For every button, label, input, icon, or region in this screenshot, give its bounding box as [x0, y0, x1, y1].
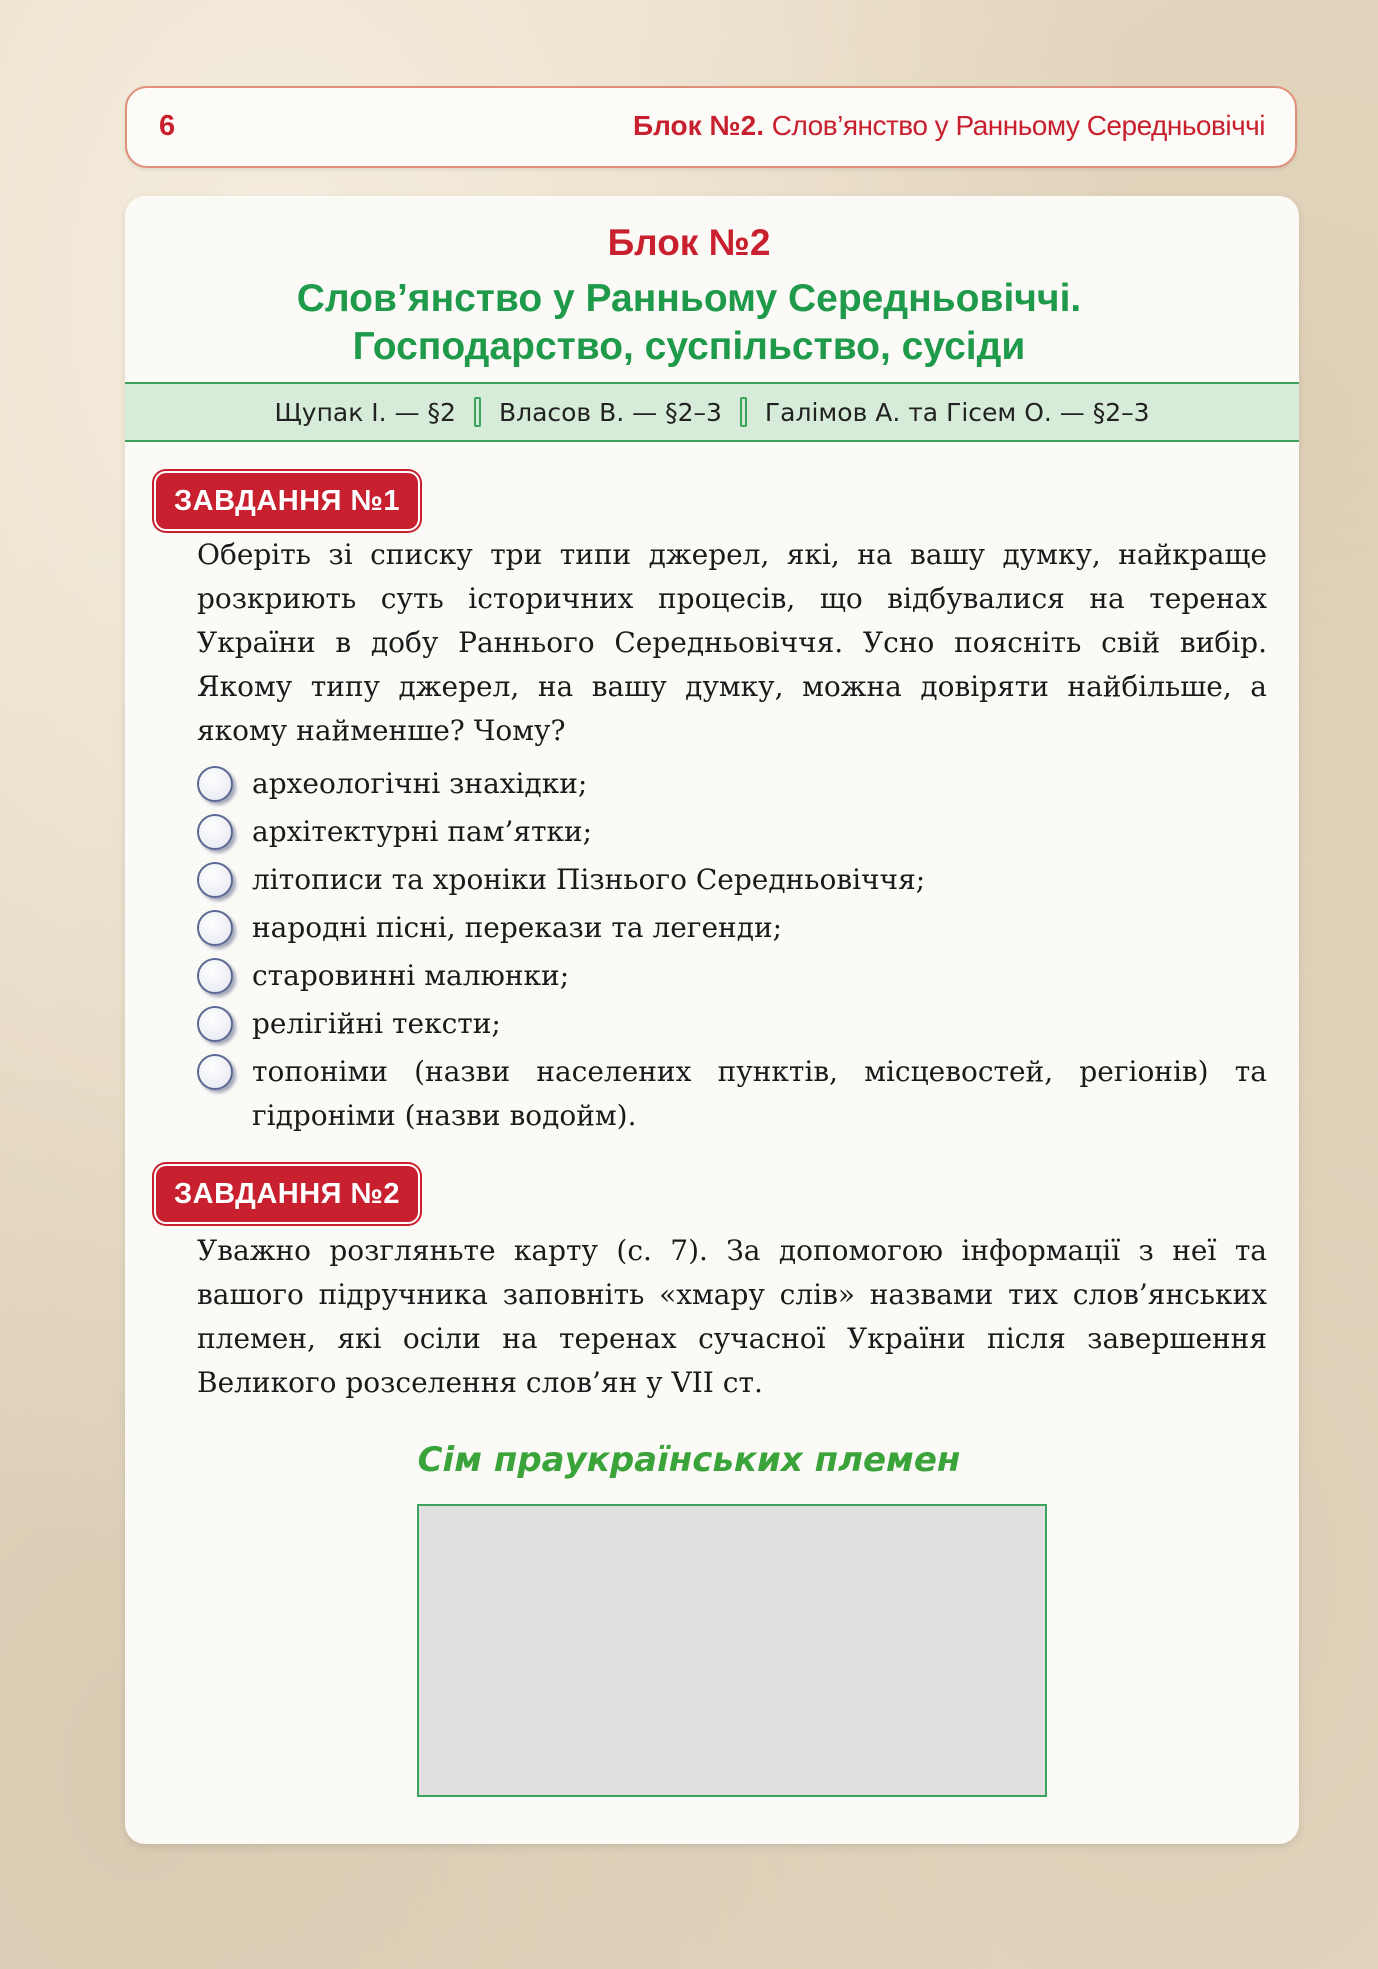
task-1-text: Оберіть зі списку три типи джерел, які, на вашу думку, найкраще розкриють суть історичних процесів, що відбувалися на теренах України в добу Раннього Середньовіччя. Усно поясніть свій вибір. Якому типу джерел, на вашу думку, можна довіряти найбільше, а якому найменше? Чому?: [197, 538, 1267, 747]
running-header: [125, 86, 1297, 168]
running-head-title: [633, 110, 1265, 142]
radio-circle-icon[interactable]: [197, 862, 233, 898]
option-label: старовинні малюнки;: [252, 959, 570, 992]
page-number: 6: [159, 110, 176, 142]
radio-circle-icon[interactable]: [197, 910, 233, 946]
reference-separator: [474, 397, 481, 427]
radio-circle-icon[interactable]: [197, 814, 233, 850]
reference-item: Галімов А. та Гісем О. — §2–3: [764, 397, 1150, 427]
option-label: літописи та хроніки Пізнього Середньовіччя;: [252, 863, 926, 896]
option-label: архітектурні пам’ятки;: [252, 815, 593, 848]
task-2-text: Уважно розгляньте карту (с. 7). За допомогою інформації з неї та вашого підручника заповніть «хмару слів» назвами тих слов’янських племен, які осіли на теренах сучасної України після завершення Великого розселення слов’ян у VII ст.: [197, 1234, 1267, 1399]
radio-circle-icon[interactable]: [197, 1006, 233, 1042]
textbook-references: [125, 382, 1299, 442]
radio-circle-icon[interactable]: [197, 766, 233, 802]
radio-circle-icon[interactable]: [197, 1054, 233, 1090]
option-item[interactable]: [197, 762, 1267, 810]
option-label: археологічні знахідки;: [252, 767, 588, 800]
block-label: Блок №2: [607, 222, 771, 263]
option-item[interactable]: [197, 954, 1267, 1002]
radio-circle-icon[interactable]: [197, 958, 233, 994]
option-label: народні пісні, перекази та легенди;: [252, 911, 783, 944]
block-title-line-2: Господарство, суспільство, сусіди: [352, 325, 1026, 368]
task-1-badge: ЗАВДАННЯ №1: [156, 473, 418, 529]
option-item[interactable]: [197, 1002, 1267, 1050]
option-label: релігійні тексти;: [252, 1007, 501, 1040]
running-head-block: Блок №2.: [632, 110, 764, 141]
option-item[interactable]: [197, 1050, 1267, 1138]
word-cloud-title: Сім праукраїнських племен: [417, 1440, 961, 1480]
task-1-options: [197, 762, 1267, 1138]
block-title: [0, 275, 1378, 371]
option-item[interactable]: [197, 858, 1267, 906]
block-title-line-1: Слов’янство у Ранньому Середньовіччі.: [296, 277, 1082, 320]
task-2-badge: ЗАВДАННЯ №2: [156, 1166, 418, 1222]
reference-item: Щупак І. — §2: [274, 397, 456, 427]
option-item[interactable]: [197, 906, 1267, 954]
reference-separator: [740, 397, 747, 427]
reference-item: Власов В. — §2–3: [498, 397, 722, 427]
running-head-text: Слов’янство у Ранньому Середньовіччі: [771, 110, 1265, 141]
word-cloud-area[interactable]: [417, 1504, 1047, 1797]
option-label: топоніми (назви населених пунктів, місцевостей, регіонів) та гідроніми (назви водойм).: [252, 1055, 1267, 1132]
option-item[interactable]: [197, 810, 1267, 858]
